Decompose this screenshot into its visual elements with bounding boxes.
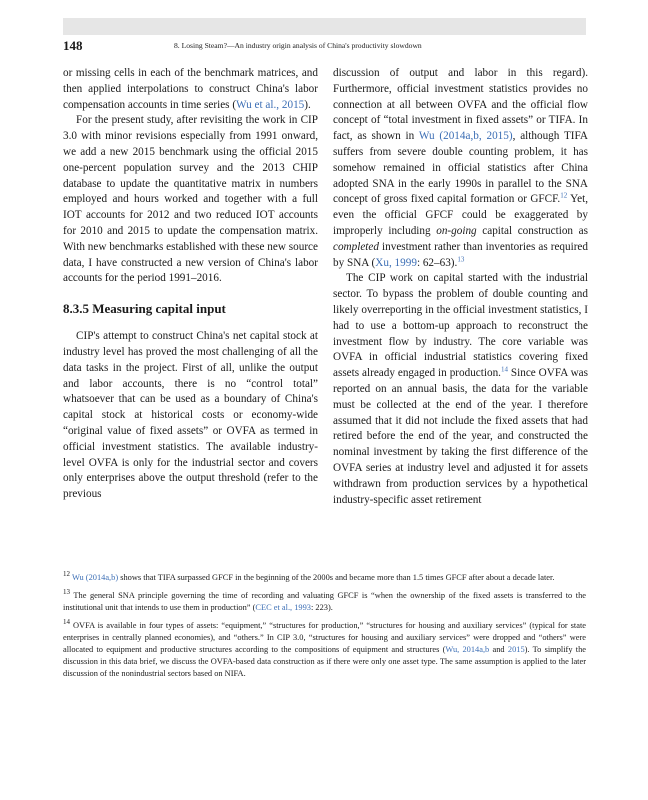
footnote: $^{14}$ OVFA is available in four types of assets: “equipment,” “structures for production,” “structures for housing and auxiliary services” (typical for state enterprises in centrally planned economies), and “others.” In CIP 3.0, “structures for housing and auxiliary services” were dropped and “others” were allocated to equipment and productive structures according to the compositions of equipment and structures (Wu, 2014a,b and 2015). To simplify the discussion in this data brief, we discuss the OVFA-based data construction as if there were only one asset type. The same assumption is applied to the later discussion of the nonindustrial sectors based on NIFA.	[63, 618, 586, 678]
section-heading: 8.3.5 Measuring capital input	[63, 301, 226, 317]
citation-link[interactable]: Wu et al., 2015	[236, 98, 305, 111]
citation-link[interactable]: CEC et al., 1993	[255, 603, 311, 612]
citation-link[interactable]: Xu, 1999	[375, 256, 417, 269]
paragraph: CIP's attempt to construct China's net capital stock at industry level has proved the most challenging of all the data tasks in the project. First of all, unlike the output and labor accounts, there is no “control total” whatsoever that can be used as a boundary of China's capital stock at historical costs or economy-wide “original value of fixed assets” or OVFA as termed in official investment statistics. The available industry-level OVFA is only for the industrial sector and covers only enterprises above the output threshold (refer to the previous	[63, 330, 318, 501]
footnote-ref[interactable]: 12	[560, 191, 568, 200]
citation-link[interactable]: Wu, 2014a,b	[445, 645, 490, 654]
citation-link[interactable]: Wu (2014a,b, 2015)	[418, 130, 513, 143]
paragraph: For the present study, after revisiting the work in CIP 3.0 with minor revisions especially from 1991 onward, we add a new 2015 benchmark using the official 2015 one-percent population survey and the 2013 CHIP database to update the quantitative matrix in numbers employed and hours worked and together with a full IOT accounts for 2012 and two reduced IOT accounts for 2010 and 2015 to update the compensation matrix. With new benchmarks established with these new source data, I have constructed a new version of China's labor accounts for the period 1991–2016.	[63, 114, 318, 285]
footnote-ref[interactable]: 13	[457, 254, 465, 263]
right-column	[333, 66, 588, 508]
paragraph: or missing cells in each of the benchmark matrices, and then applied interpolations to construct China's labor compensation accounts in time series (Wu et al., 2015).	[63, 67, 318, 111]
running-head: 8. Losing Steam?—An industry origin analysis of China's productivity slowdown	[174, 41, 422, 50]
header-band	[63, 18, 586, 35]
left-column	[63, 66, 318, 503]
paragraph: discussion of output and labor in this regard). Furthermore, official investment statistics provides no connection at all between OVFA and the official flow concept of “total investment in fixed assets” or TIFA. In fact, as shown in Wu (2014a,b, 2015), although TIFA suffers from severe double counting problem, it has somehow remained in official statistics after China adopted SNA in the early 1990s in parallel to the SNA concept of gross fixed capital formation or GFCF.$^{12}$ Yet, even the official GFCF could be exaggerated by improperly including on-going capital construction as completed investment rather than inventories as required by SNA (Xu, 1999: 62–63).$^{13}$	[333, 67, 588, 269]
page-number: 148	[63, 38, 83, 53]
paragraph: The CIP work on capital started with the industrial sector. To bypass the problem of double counting and likely overreporting in the official investment statistics, I had to use a bottom-up approach to reconstruct the investment flow by industry. The core variable was OVFA in official industrial statistics covering fixed assets already engaged in production.$^{14}$ Since OVFA was reported on an annual basis, the data for the variable must be collected at the end of the year. I therefore assumed that it did not include the fixed assets that had retired before the end of the year, and constructed the nominal investment by taking the first difference of the OVFA series at industry level and adjusted it for assets withdrawn from production services by a hypothetical industry-specific asset retirement	[333, 272, 589, 506]
footnotes	[63, 572, 586, 686]
footnote: $^{13}$ The general SNA principle governing the time of recording and valuating GFCF is “when the ownership of the fixed assets is transferred to the institutional unit that intends to use them in production” (CEC et al., 1993: 223).	[63, 588, 586, 612]
footnote: $^{12}$ Wu (2014a,b) shows that TIFA surpassed GFCF in the beginning of the 2000s and became more than 1.5 times GFCF after about a decade later.	[63, 570, 555, 582]
citation-link[interactable]: Wu (2014a,b)	[71, 573, 119, 582]
citation-link[interactable]: 2015	[507, 645, 525, 654]
footnote-ref[interactable]: 14	[500, 365, 508, 374]
